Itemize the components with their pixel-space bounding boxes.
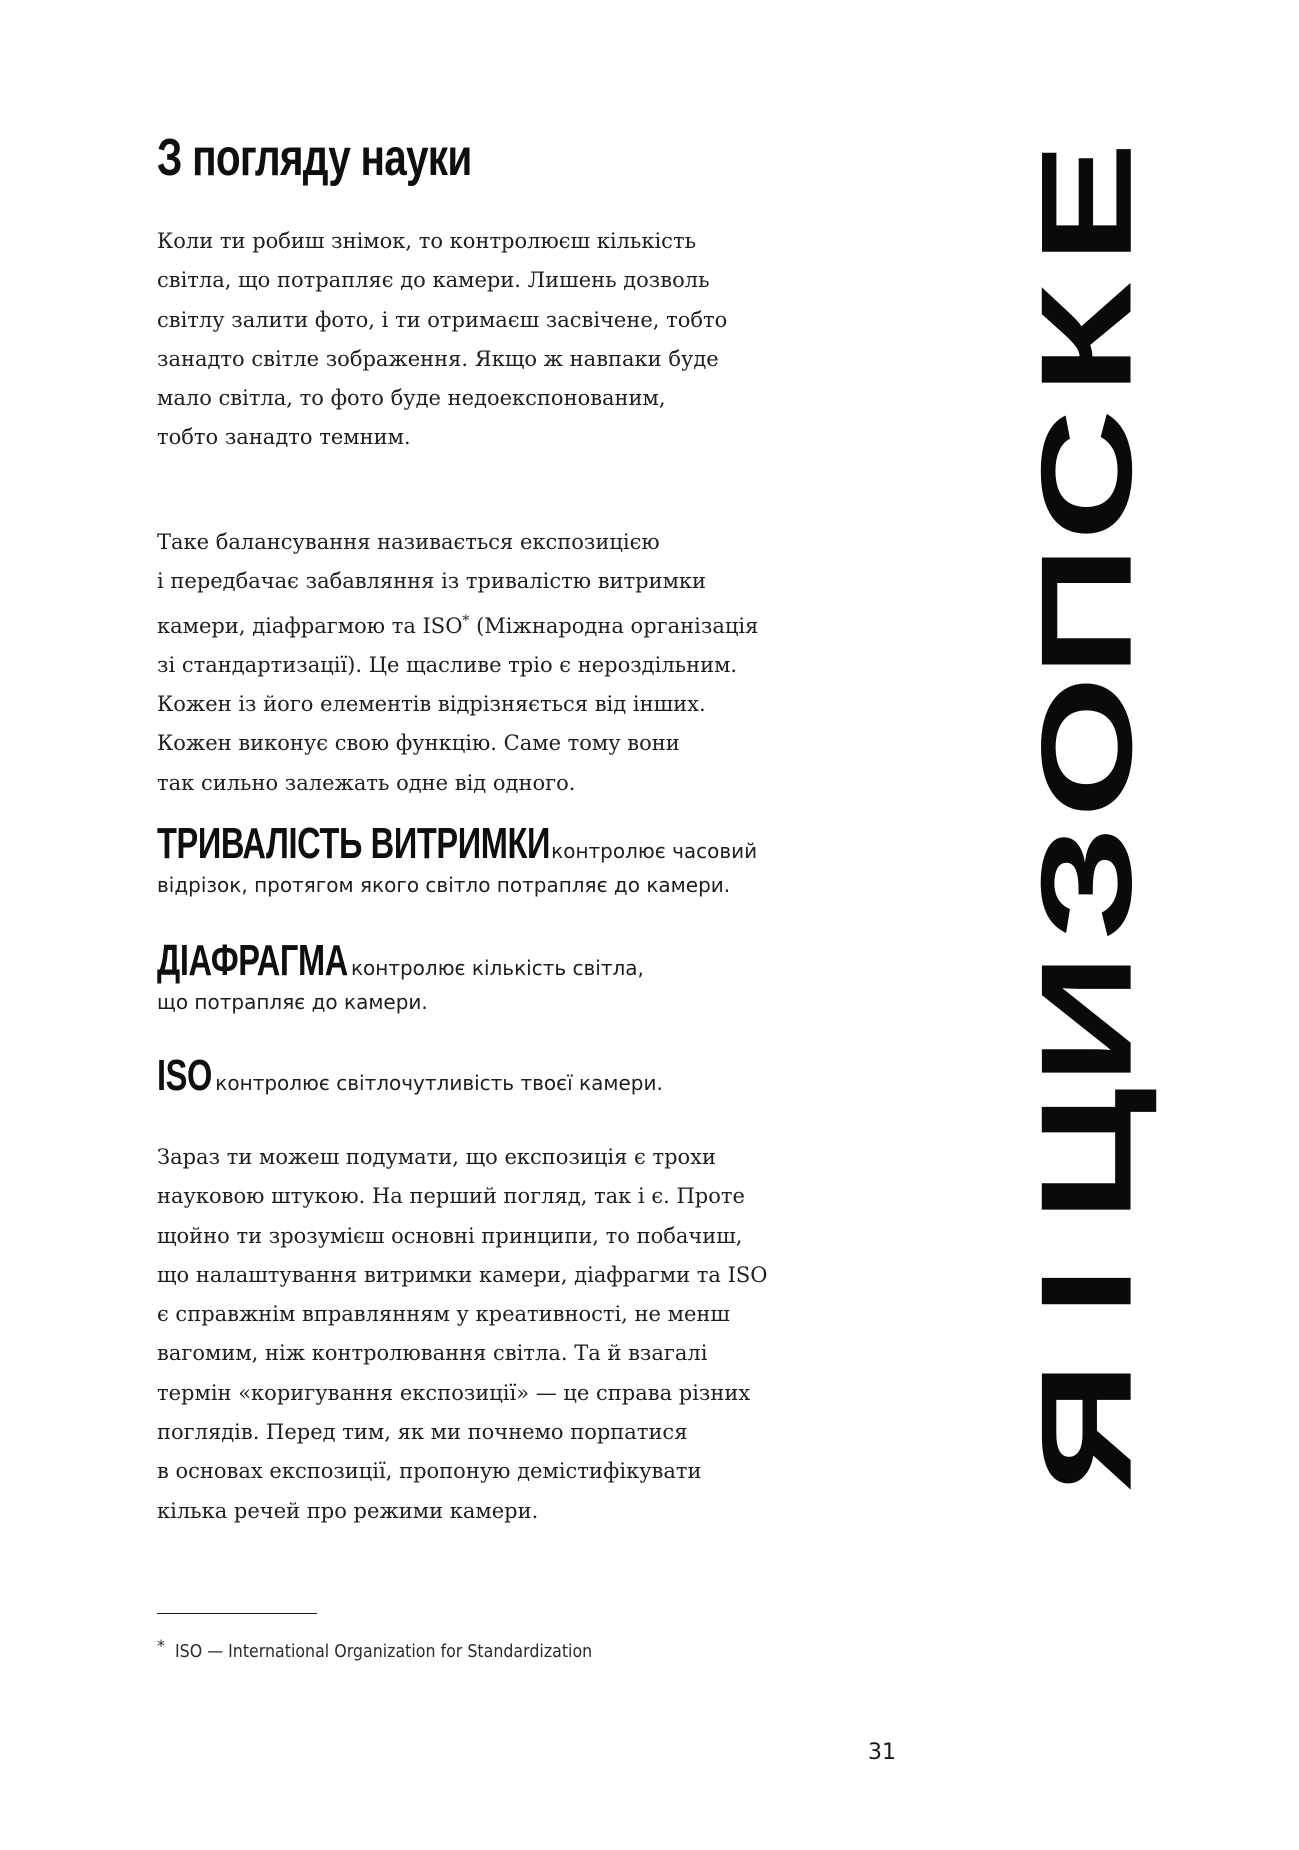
term-description: контролює кількість світла, bbox=[350, 956, 644, 980]
paragraph-line: зі стандартизації). Це щасливе тріо є нероздільним. bbox=[157, 652, 738, 677]
vertical-heading-letter: О bbox=[1013, 675, 1159, 819]
paragraph-line: тобто занадто темним. bbox=[157, 425, 411, 450]
term-heading: ТРИВАЛІСТЬ ВИТРИМКИ bbox=[157, 819, 551, 868]
term-description: контролює світлочутливість твоєї камери. bbox=[215, 1071, 663, 1095]
vertical-heading-exposure bbox=[990, 135, 1170, 1493]
vertical-heading-letter: К bbox=[1013, 283, 1159, 395]
footnote-mark: * bbox=[157, 1636, 165, 1655]
paragraph-line bbox=[157, 602, 817, 646]
term-aperture bbox=[157, 935, 644, 1017]
paragraph-balance bbox=[157, 523, 817, 803]
term-shutter-speed bbox=[157, 818, 757, 900]
paragraph-line: і передбачає забавляння із тривалістю витримки bbox=[157, 569, 707, 594]
paragraph-line: світлу залити фото, і ти отримаєш засвічене, тобто bbox=[157, 307, 728, 332]
paragraph-line: кілька речей про режими камери. bbox=[157, 1498, 539, 1523]
vertical-heading-letter: Я bbox=[1013, 1361, 1159, 1493]
term-description: відрізок, протягом якого світло потрапляє до камери. bbox=[157, 873, 731, 897]
paragraph-line: Зараз ти можеш подумати, що експозиція є трохи bbox=[157, 1145, 717, 1169]
page-number: 31 bbox=[868, 1740, 896, 1765]
paragraph-line: світла, що потрапляє до камери. Лишень дозволь bbox=[157, 268, 710, 293]
text-segment: камери, діафрагмою та ISO bbox=[157, 613, 463, 638]
term-heading: ISO bbox=[157, 1051, 212, 1100]
page-title: З погляду науки bbox=[157, 129, 472, 187]
vertical-heading-letter: И bbox=[1013, 953, 1159, 1085]
paragraph-line: є справжнім вправлянням у креативності, не менш bbox=[157, 1302, 730, 1327]
footnote-divider bbox=[157, 1613, 317, 1614]
paragraph-line: так сильно залежать одне від одного. bbox=[157, 770, 576, 795]
paragraph-line: щойно ти зрозумієш основні принципи, то побачиш, bbox=[157, 1223, 743, 1248]
paragraph-line: Кожен виконує свою функцію. Саме тому вони bbox=[157, 731, 680, 756]
paragraph-line: термін «коригування експозиції» — це справа різних bbox=[157, 1380, 751, 1405]
vertical-heading-letter: Ц bbox=[1013, 1088, 1159, 1222]
paragraph-line: Таке балансування називається експозицією bbox=[157, 530, 660, 554]
footnote bbox=[157, 1636, 649, 1662]
paragraph-line: науковою штукою. На перший погляд, так і є. Проте bbox=[157, 1184, 745, 1209]
paragraph-conclusion bbox=[157, 1138, 817, 1531]
vertical-heading-letter: І bbox=[1013, 1265, 1159, 1317]
vertical-heading-letter: Е bbox=[1013, 141, 1159, 265]
paragraph-line: Коли ти робиш знімок, то контролюєш кількість bbox=[157, 229, 696, 253]
term-description: що потрапляє до камери. bbox=[157, 990, 428, 1014]
vertical-heading-letter: З bbox=[1013, 825, 1159, 941]
paragraph-line: що налаштування витримки камери, діафрагми та ISO bbox=[157, 1262, 768, 1287]
term-heading: ДІАФРАГМА bbox=[157, 936, 348, 985]
paragraph-line: поглядів. Перед тим, як ми почнемо порпатися bbox=[157, 1420, 688, 1445]
footnote-reference: * bbox=[462, 612, 470, 629]
footnote-text: ISO — International Organization for Standardization bbox=[175, 1641, 593, 1662]
paragraph-line: в основах експозиції, пропоную демістифікувати bbox=[157, 1459, 702, 1484]
text-segment: (Міжнародна організація bbox=[469, 613, 759, 638]
term-iso bbox=[157, 1050, 663, 1102]
paragraph-line: вагомим, ніж контролювання світла. Та й взагалі bbox=[157, 1341, 708, 1366]
vertical-heading-letter: П bbox=[1013, 545, 1159, 677]
paragraph-line: занадто світле зображення. Якщо ж навпаки буде bbox=[157, 346, 719, 371]
vertical-heading-letter: С bbox=[1013, 408, 1159, 542]
term-description: контролює часовий bbox=[551, 839, 758, 863]
paragraph-intro bbox=[157, 222, 817, 458]
paragraph-line: мало світла, то фото буде недоекспонованим, bbox=[157, 386, 666, 411]
paragraph-line: Кожен із його елементів відрізняється від інших. bbox=[157, 692, 706, 717]
